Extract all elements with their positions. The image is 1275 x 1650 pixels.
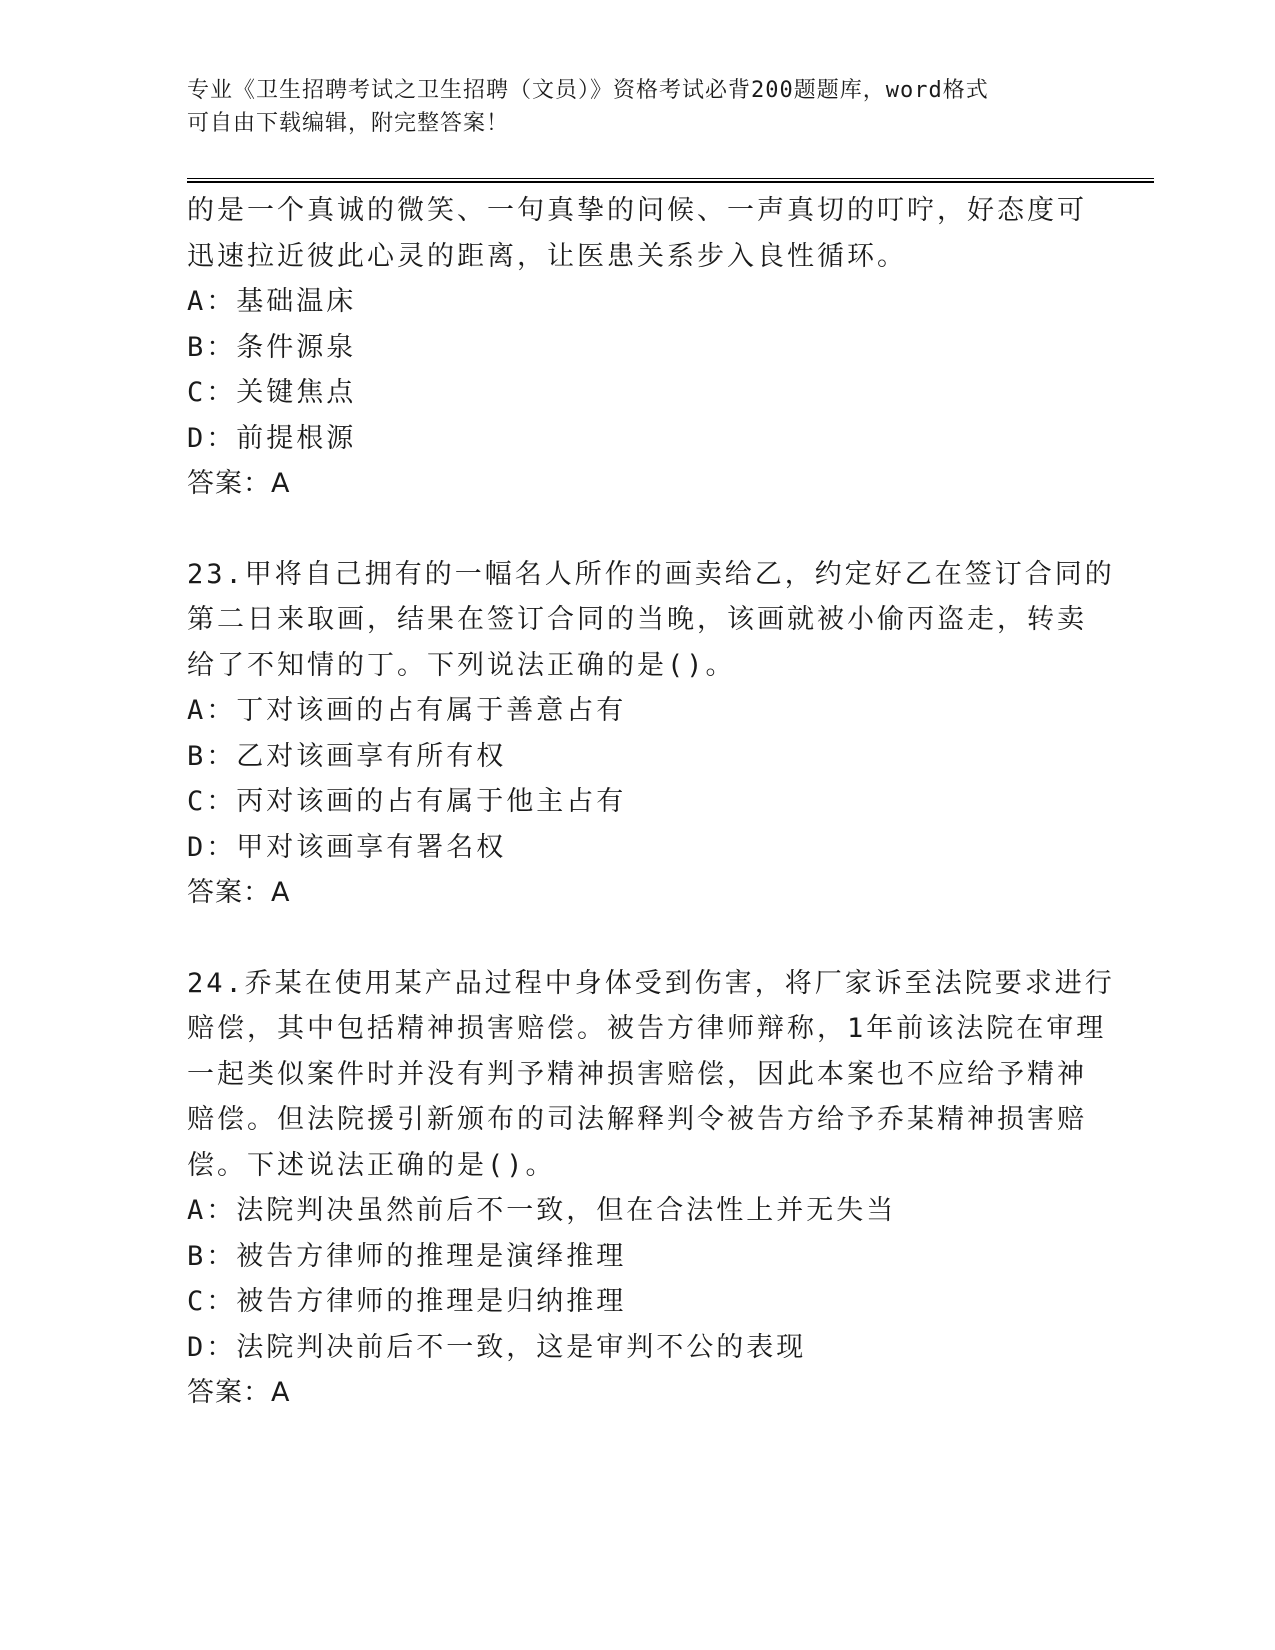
- option-c: C：被告方律师的推理是归纳推理: [187, 1286, 627, 1317]
- document-body: [187, 188, 1117, 1416]
- option-a: A：丁对该画的占有属于善意占有: [187, 695, 627, 726]
- question-stem-line: 第二日来取画，结果在签订合同的当晚，该画就被小偷丙盗走，转卖: [187, 604, 1087, 635]
- question-stem-line: 偿。下述说法正确的是()。: [187, 1149, 556, 1181]
- question-22: [187, 188, 1117, 507]
- option-a: A：基础温床: [187, 286, 357, 317]
- option-c: C：关键焦点: [187, 377, 357, 408]
- option-a: A：法院判决虽然前后不一致，但在合法性上并无失当: [187, 1195, 897, 1226]
- question-stem-line: 一起类似案件时并没有判予精神损害赔偿，因此本案也不应给予精神: [187, 1058, 1087, 1090]
- question-stem-line: 给了不知情的丁。下列说法正确的是()。: [187, 649, 736, 681]
- question-spacer: [187, 916, 1117, 961]
- question-stem-line: 23.甲将自己拥有的一幅名人所作的画卖给乙，约定好乙在签订合同的: [187, 558, 1115, 590]
- question-stem-line: 赔偿。但法院援引新颁布的司法解释判令被告方给予乔某精神损害赔: [187, 1104, 1087, 1135]
- answer-line: 答案：A: [187, 877, 291, 908]
- option-d: D：甲对该画享有署名权: [187, 831, 507, 863]
- question-stem-line: 的是一个真诚的微笑、一句真挚的问候、一声真切的叮咛，好态度可: [187, 195, 1087, 226]
- option-d: D：前提根源: [187, 422, 357, 454]
- question-stem-line: 赔偿，其中包括精神损害赔偿。被告方律师辩称，1年前该法院在审理: [187, 1013, 1107, 1044]
- answer-line: 答案：A: [187, 1377, 291, 1408]
- header-title-line-2: 可自由下载编辑，附完整答案！: [187, 111, 510, 136]
- option-d: D：法院判决前后不一致，这是审判不公的表现: [187, 1331, 807, 1363]
- option-b: B：条件源泉: [187, 331, 357, 363]
- option-c: C：丙对该画的占有属于他主占有: [187, 786, 627, 817]
- page-header: [187, 74, 1087, 140]
- option-b: B：被告方律师的推理是演绎推理: [187, 1240, 627, 1272]
- header-divider: [187, 178, 1154, 183]
- question-24: [187, 961, 1117, 1416]
- question-stem-line: 迅速拉近彼此心灵的距离，让医患关系步入良性循环。: [187, 240, 907, 272]
- question-spacer: [187, 507, 1117, 552]
- question-23: [187, 552, 1117, 916]
- answer-line: 答案：A: [187, 468, 291, 499]
- option-b: B：乙对该画享有所有权: [187, 740, 507, 772]
- header-title-line-1: 专业《卫生招聘考试之卫生招聘（文员）》资格考试必背200题题库，word格式: [187, 78, 989, 103]
- question-stem-line: 24.乔某在使用某产品过程中身体受到伤害，将厂家诉至法院要求进行: [187, 967, 1115, 999]
